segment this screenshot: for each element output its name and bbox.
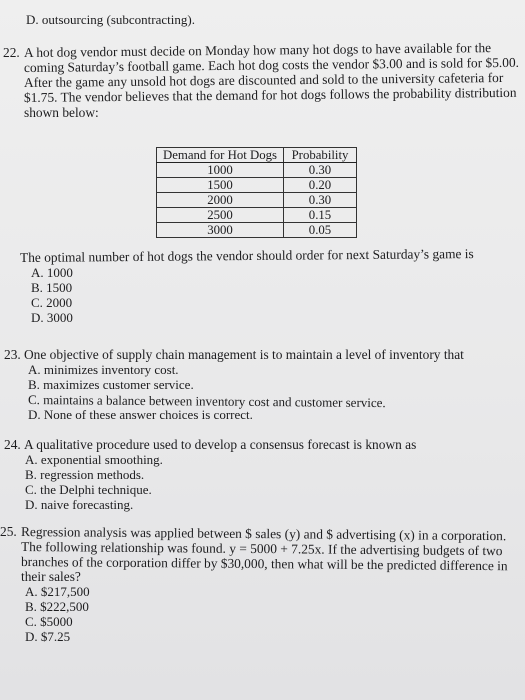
question-text-line: A hot dog vendor must decide on Monday how many hot dogs to have available for the — [23, 40, 492, 60]
probability-cell: 0.20 — [284, 178, 357, 193]
option-b: B. 1500 — [31, 280, 73, 295]
previous-question-option-d: D. outsourcing (subcontracting). — [26, 12, 195, 27]
question-number: 23. — [4, 347, 21, 362]
question-text-line: Regression analysis was applied between $ sales (y) and $ advertising (x) in a corporation. — [20, 524, 507, 544]
option-c: C. $5000 — [25, 614, 73, 629]
option-b: B. maximizes customer service. — [28, 377, 194, 392]
question-text-line: After the game any unsold hot dogs are discounted and sold to the university cafeteria for — [23, 69, 504, 90]
demand-probability-table — [156, 147, 357, 238]
option-c: C. maintains a balance between inventory cost and customer service. — [27, 392, 386, 411]
demand-cell: 1500 — [157, 178, 284, 193]
probability-cell: 0.30 — [284, 163, 357, 178]
question-number: 24. — [4, 437, 21, 452]
option-a: A. minimizes inventory cost. — [28, 362, 179, 377]
option-a: A. $217,500 — [25, 584, 90, 599]
probability-column-header: Probability — [284, 148, 357, 163]
question-text-line: branches of the corporation differ by $30,000, then what will be the predicted difference in — [20, 554, 508, 574]
table-row — [157, 163, 357, 178]
demand-cell: 2000 — [157, 193, 284, 208]
question-text-line: $1.75. The vendor believes that the demand for hot dogs follows the probability distribution — [23, 84, 517, 105]
probability-cell: 0.30 — [284, 193, 357, 208]
question-text-line: One objective of supply chain management is to maintain a level of inventory that — [24, 347, 464, 362]
question-text-line: The following relationship was found. y = 5000 + 7.25x. If the advertising budgets of two — [20, 539, 503, 559]
option-d: D. 3000 — [31, 310, 73, 325]
option-d: D. $7.25 — [25, 629, 71, 644]
table-row — [157, 208, 357, 223]
table-row — [157, 223, 357, 238]
option-a: A. exponential smoothing. — [25, 452, 163, 467]
option-c: C. 2000 — [31, 295, 73, 310]
question-stem: The optimal number of hot dogs the vendor should order for next Saturday’s game is — [19, 246, 474, 265]
question-text-line: A qualitative procedure used to develop a consensus forecast is known as — [24, 437, 417, 452]
probability-cell: 0.15 — [284, 208, 357, 223]
option-c: C. the Delphi technique. — [25, 482, 152, 497]
demand-column-header: Demand for Hot Dogs — [157, 148, 284, 163]
table-row — [157, 193, 357, 208]
option-a: A. 1000 — [31, 265, 73, 280]
question-text-line: their sales? — [21, 569, 81, 584]
probability-cell: 0.05 — [284, 223, 357, 238]
option-d: D. naive forecasting. — [25, 497, 134, 512]
question-text-line: shown below: — [24, 105, 99, 120]
question-number: 22. — [3, 45, 20, 60]
demand-cell: 1000 — [157, 163, 284, 178]
question-text-line: coming Saturday’s football game. Each hot dog costs the vendor $3.00 and is sold for $5.00. — [23, 54, 520, 75]
question-number: 25. — [0, 524, 17, 539]
demand-cell: 3000 — [157, 223, 284, 238]
demand-cell: 2500 — [157, 208, 284, 223]
table-header-row — [157, 148, 357, 163]
option-b: B. regression methods. — [25, 467, 145, 482]
table-row — [157, 178, 357, 193]
option-d: D. None of these answer choices is correct. — [28, 407, 253, 422]
option-b: B. $222,500 — [25, 599, 89, 614]
